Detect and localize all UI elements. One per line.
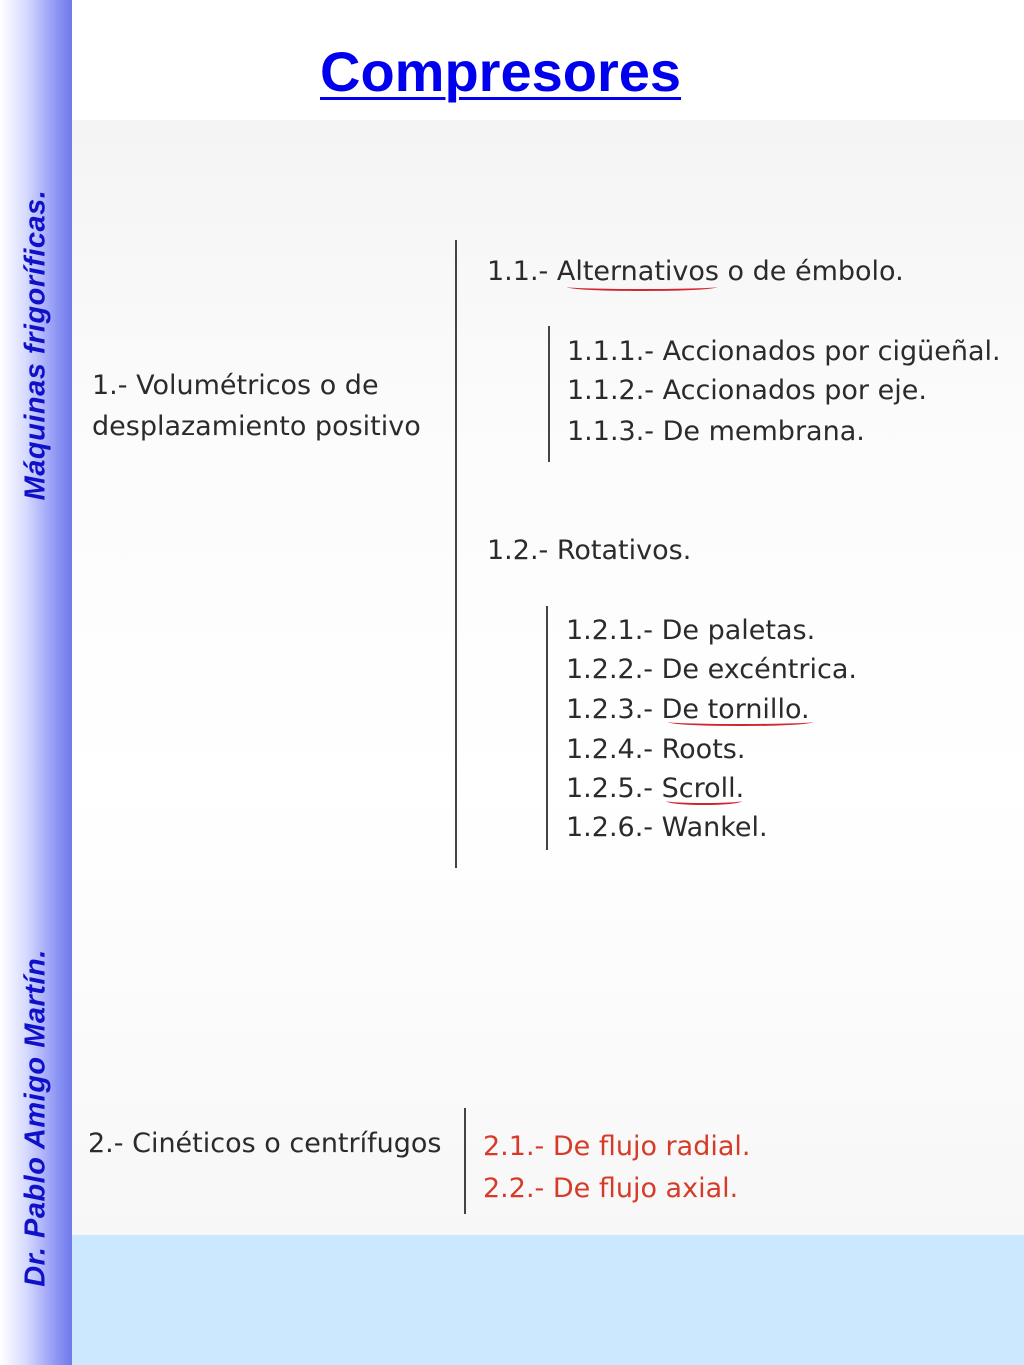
sub2-item: 1.2.1.- De paletas. [566, 615, 816, 646]
group2-item: 2.2.- De flujo axial. [483, 1173, 739, 1204]
red-underline-alternativos [567, 283, 717, 291]
group2-item: 2.1.- De flujo radial. [483, 1131, 751, 1162]
sub1-label-suffix: o de émbolo. [718, 256, 904, 287]
sidebar-author: Dr. Pablo Amigo Martín. [19, 949, 52, 1287]
sub2-item: 1.2.5.- Scroll. [566, 773, 745, 804]
sub1-label [487, 258, 904, 285]
sub1-label-underlined: Alternativos [556, 256, 719, 287]
sub1-label-prefix: 1.1.- [487, 256, 557, 287]
sub2-item: 1.2.6.- Wankel. [566, 812, 768, 843]
sub2-item: 1.2.3.- De tornillo. [566, 694, 810, 725]
sub1-item: 1.1.3.- De membrana. [567, 416, 865, 447]
group2-bracket-line [464, 1108, 466, 1214]
sub1-item: 1.1.2.- Accionados por eje. [567, 375, 927, 406]
page-title: Compresores [320, 40, 682, 103]
group2-label: 2.- Cinéticos o centrífugos [88, 1128, 442, 1159]
group1-label-line2: desplazamiento positivo [92, 411, 421, 442]
sub2-label: 1.2.- Rotativos. [487, 535, 692, 566]
sub2-item: 1.2.2.- De excéntrica. [566, 654, 857, 685]
sidebar-course-title: Máquinas frigoríficas. [19, 189, 52, 501]
group1-bracket-line [455, 240, 457, 868]
sub2-item: 1.2.4.- Roots. [566, 734, 746, 765]
footer-band [72, 1235, 1024, 1365]
sidebar [0, 0, 72, 1365]
red-underline-tornillo [668, 718, 813, 726]
sub2-bracket-line [546, 606, 548, 850]
sub1-item: 1.1.1.- Accionados por cigüeñal. [567, 336, 1001, 367]
scanned-diagram [72, 120, 1024, 1235]
red-underline-scroll [666, 797, 742, 805]
group1-label-line1: 1.- Volumétricos o de [92, 370, 379, 401]
sub1-bracket-line [548, 326, 550, 462]
